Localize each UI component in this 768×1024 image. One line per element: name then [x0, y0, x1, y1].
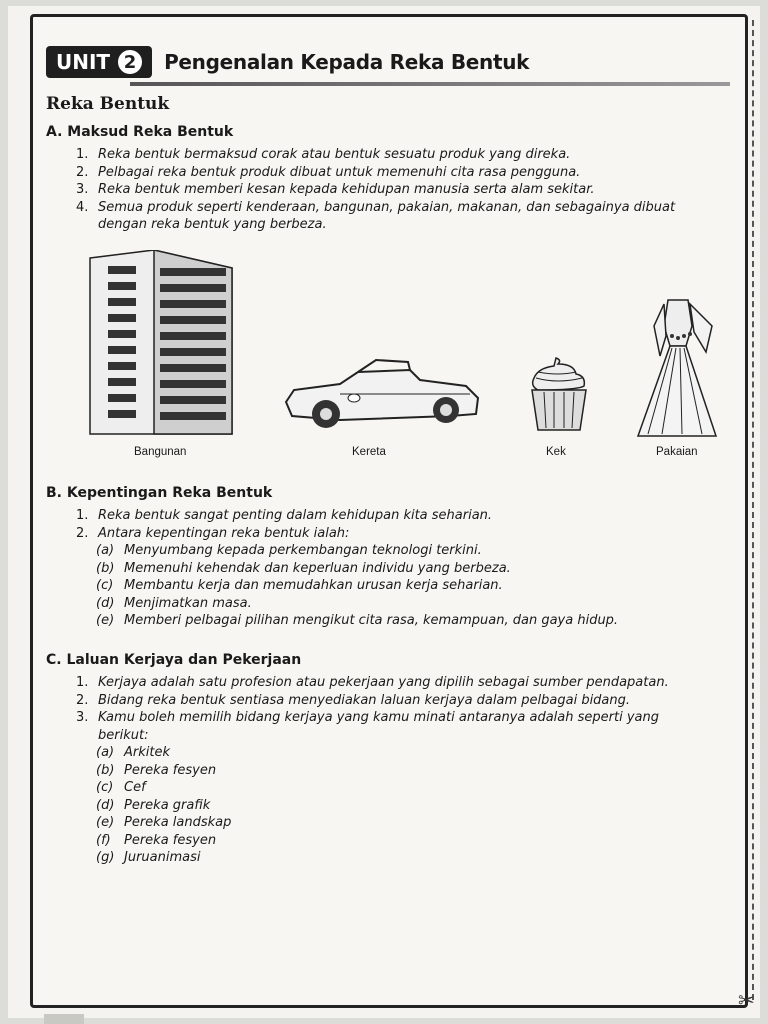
- section-c-sublist: [76, 744, 740, 867]
- sub-item: (g) Juruanimasi: [96, 850, 201, 865]
- section-b-title: B. Kepentingan Reka Bentuk: [46, 485, 273, 501]
- unit-badge: [46, 46, 152, 78]
- list-item: 2. Bidang reka bentuk sentiasa menyediakan laluan kerjaya dalam pelbagai bidang.: [76, 692, 631, 708]
- caption-dress: Pakaian: [656, 446, 698, 458]
- car-illustration: [280, 358, 480, 434]
- list-item: 2. Pelbagai reka bentuk produk dibuat untuk memenuhi cita rasa pengguna.: [76, 164, 581, 180]
- list-item: dengan reka bentuk yang berbeza.: [98, 217, 327, 232]
- unit-title: Pengenalan Kepada Reka Bentuk: [164, 50, 530, 74]
- dress-illustration: [632, 296, 722, 438]
- title-underline: [130, 82, 730, 86]
- sub-item: (e) Memberi pelbagai pilihan mengikut cita rasa, kemampuan, dan gaya hidup.: [96, 613, 619, 628]
- unit-number: 2: [116, 48, 144, 76]
- sub-item: (d) Pereka grafik: [96, 797, 211, 813]
- page-heading: Reka Bentuk: [46, 94, 170, 114]
- sub-item: (c) Membantu kerja dan memudahkan urusan kerja seharian.: [96, 578, 503, 593]
- section-b-list: [76, 507, 736, 630]
- caption-building: Bangunan: [134, 446, 187, 458]
- sub-item: (c) Cef: [96, 780, 146, 795]
- list-item: 2. Antara kepentingan reka bentuk ialah:: [76, 525, 350, 541]
- sub-item: (b) Memenuhi kehendak dan keperluan individu yang berbeza.: [96, 560, 511, 576]
- sub-item: (d) Menjimatkan masa.: [96, 595, 252, 611]
- unit-label: UNIT: [56, 50, 111, 74]
- sub-item: (f) Pereka fesyen: [96, 832, 217, 848]
- sub-item: (a) Menyumbang kepada perkembangan teknologi terkini.: [96, 543, 482, 558]
- section-c-list: [76, 674, 740, 867]
- list-item: berikut:: [98, 727, 149, 743]
- cake-illustration: [528, 356, 590, 432]
- building-illustration: [88, 250, 234, 436]
- section-a-list: [76, 146, 736, 234]
- list-item: 3. Kamu boleh memilih bidang kerjaya yang kamu minati antaranya adalah seperti yang: [76, 710, 659, 725]
- caption-car: Kereta: [352, 446, 386, 458]
- sub-item: (e) Pereka landskap: [96, 815, 232, 830]
- sub-item: (b) Pereka fesyen: [96, 762, 217, 778]
- sub-item: (a) Arkitek: [96, 745, 171, 760]
- list-item: 1. Kerjaya adalah satu profesion atau pekerjaan yang dipilih sebagai sumber pendapatan.: [76, 675, 669, 690]
- cut-line: [752, 20, 754, 1000]
- scissors-icon: ✂: [738, 988, 755, 1012]
- list-item: 3. Reka bentuk memberi kesan kepada kehidupan manusia serta alam sekitar.: [76, 182, 595, 197]
- section-a-title: A. Maksud Reka Bentuk: [46, 124, 234, 140]
- caption-cake: Kek: [546, 446, 566, 458]
- page-number-tab: [44, 1014, 84, 1024]
- unit-header: [46, 46, 529, 78]
- section-c-title: C. Laluan Kerjaya dan Pekerjaan: [46, 652, 302, 668]
- section-b-sublist: [76, 542, 736, 630]
- list-item: 1. Reka bentuk sangat penting dalam kehidupan kita seharian.: [76, 508, 493, 523]
- list-item: 1. Reka bentuk bermaksud corak atau bentuk sesuatu produk yang direka.: [76, 147, 571, 162]
- list-item: 4. Semua produk seperti kenderaan, bangunan, pakaian, makanan, dan sebagainya dibuat: [76, 199, 676, 215]
